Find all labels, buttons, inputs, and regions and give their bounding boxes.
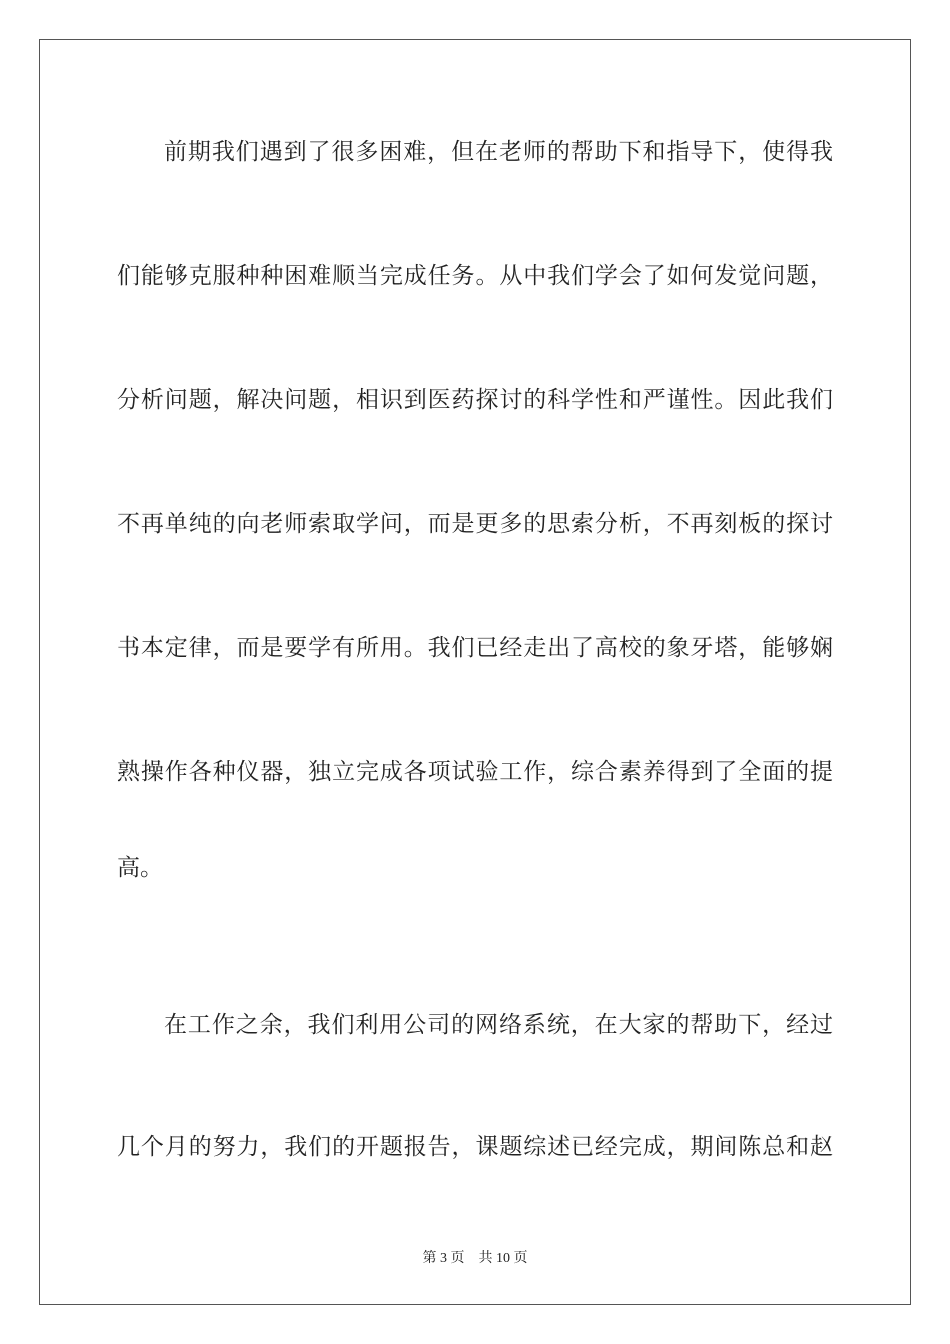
page-border: [39, 39, 911, 1305]
text-line: 分析问题，解决问题，相识到医药探讨的科学性和严谨性。因此我们: [117, 387, 833, 413]
text-line: 熟操作各种仪器，独立完成各项试验工作，综合素养得到了全面的提: [117, 759, 833, 785]
text-line: 在工作之余，我们利用公司的网络系统，在大家的帮助下，经过: [164, 1012, 833, 1038]
text-line: 前期我们遇到了很多困难，但在老师的帮助下和指导下，使得我: [164, 139, 833, 165]
text-line: 书本定律，而是要学有所用。我们已经走出了高校的象牙塔，能够娴: [117, 635, 833, 661]
text-line: 们能够克服种种困难顺当完成任务。从中我们学会了如何发觉问题，: [117, 263, 833, 289]
text-line: 不再单纯的向老师索取学问，而是更多的思索分析，不再刻板的探讨: [117, 511, 833, 537]
page-number-footer: 第 3 页 共 10 页: [422, 1251, 528, 1266]
text-line: 几个月的努力，我们的开题报告，课题综述已经完成，期间陈总和赵: [117, 1134, 833, 1160]
text-line: 高。: [117, 855, 163, 881]
